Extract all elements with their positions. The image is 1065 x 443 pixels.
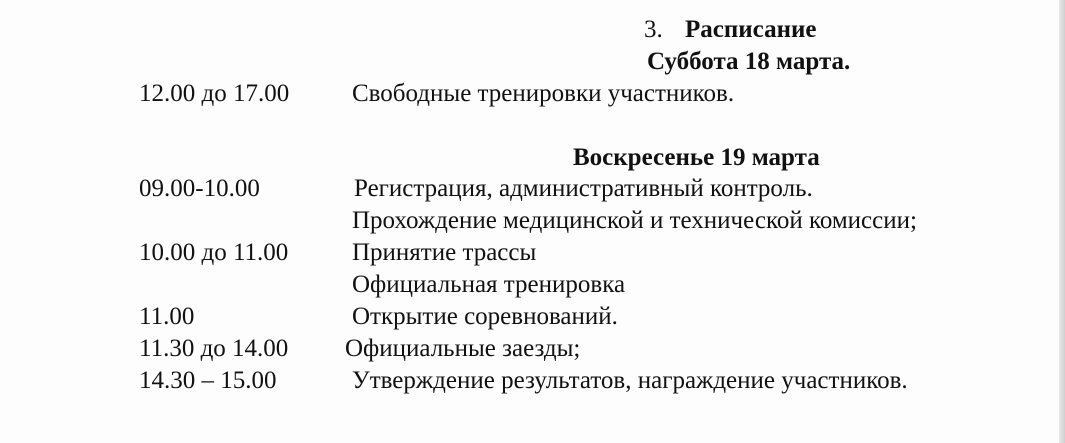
schedule-activity: Утверждение результатов, награждение участников.: [352, 367, 908, 394]
sunday-heading: Воскресенье 19 марта: [573, 144, 820, 171]
schedule-time: 10.00 до 11.00: [139, 239, 289, 266]
schedule-activity: Принятие трассы: [352, 239, 537, 266]
schedule-time: 09.00-10.00: [139, 175, 260, 202]
schedule-time: 14.30 – 15.00: [139, 367, 277, 394]
schedule-activity: Прохождение медицинской и технической комиссии;: [352, 207, 917, 234]
saturday-heading: Суббота 18 марта.: [647, 48, 851, 75]
schedule-time: 12.00 до 17.00: [139, 80, 290, 107]
section-number: 3.: [644, 16, 663, 43]
schedule-time: 11.30 до 14.00: [139, 335, 289, 362]
schedule-activity: Официальные заезды;: [345, 335, 581, 362]
schedule-activity: Открытие соревнований.: [352, 303, 618, 330]
schedule-activity: Регистрация, административный контроль.: [354, 175, 813, 202]
section-title: Расписание: [685, 16, 817, 43]
schedule-time: 11.00: [139, 303, 195, 330]
schedule-activity: Свободные тренировки участников.: [352, 80, 735, 107]
page-edge-shadow: [1059, 0, 1065, 443]
schedule-activity: Официальная тренировка: [352, 271, 626, 298]
